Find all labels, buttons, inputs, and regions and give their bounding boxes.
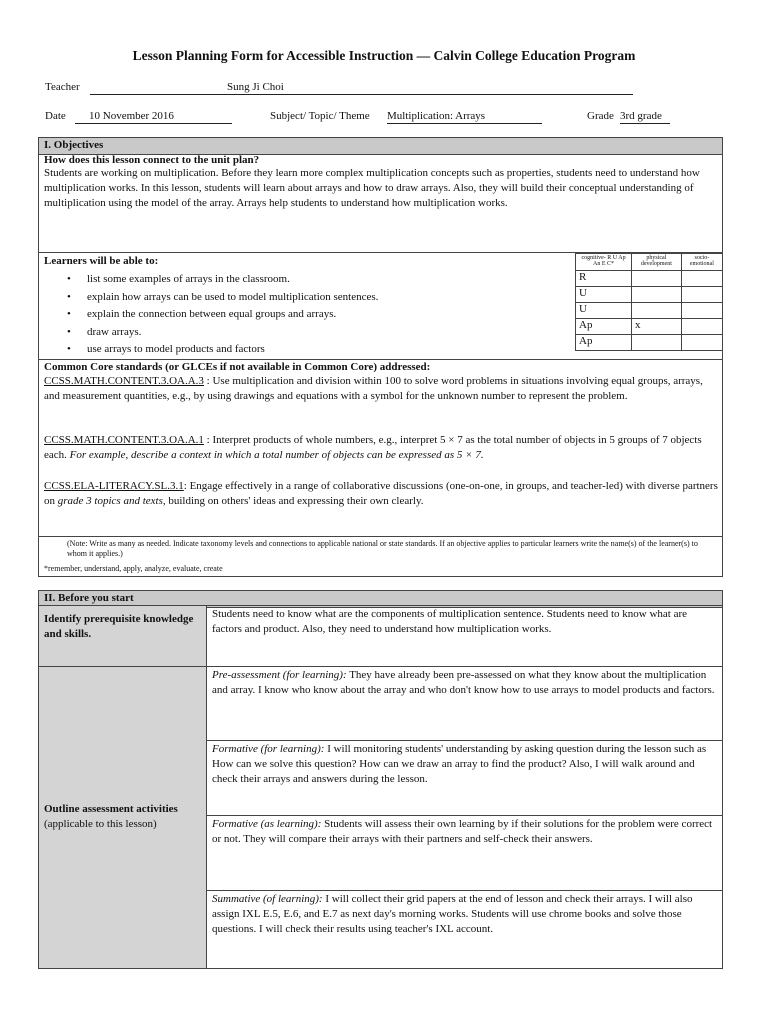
assess-sub: (applicable to this lesson) <box>44 818 157 830</box>
assessment-summative: Summative (of learning): I will collect their grid papers at the end of lesson and check their arrays. I will also assign IXL E.5, E.6, and E.7 as next day's morning works. Students will use chrome books and solve those questions. I will check their results using teacher's IXL account. <box>212 893 693 935</box>
assessment-cell[interactable] <box>206 815 723 891</box>
objectives-heading: I. Objectives <box>39 138 722 155</box>
list-item: • draw arrays. <box>67 325 142 338</box>
assess-label-cell <box>38 666 207 969</box>
footnote: *remember, understand, apply, analyze, evaluate, create <box>44 564 223 573</box>
standard-link[interactable]: CCSS.MATH.CONTENT.3.OA.A.3 <box>44 375 204 387</box>
form-title: Lesson Planning Form for Accessible Instruction — Calvin College Education Program <box>132 48 636 63</box>
table-row: U <box>576 287 723 303</box>
teacher-field[interactable] <box>90 81 633 95</box>
standards-heading: Common Core standards (or GLCEs if not available in Common Core) addressed: <box>44 361 431 373</box>
subject-value: Multiplication: Arrays <box>387 110 486 122</box>
assess-label: Outline assessment activities <box>44 803 178 815</box>
assessment-formative-for: Formative (for learning): I will monitoring students' understanding by asking question during the lesson such as How can we solve this question? How can we draw an array to find the product? Also, I will walk around and check their arrays and answers during the lesson. <box>212 743 707 785</box>
prereq-text-cell[interactable] <box>206 605 723 667</box>
assessment-pre: Pre-assessment (for learning): They have already been pre-assessed on what they know about the multiplication and array. I know who know about the array and who don't know how to use arrays to model products and factors. <box>212 669 715 696</box>
unit-plan-question: How does this lesson connect to the unit plan? <box>44 154 260 166</box>
divider <box>38 536 723 537</box>
list-item: • explain the connection between equal groups and arrays. <box>67 308 337 320</box>
standard-3: CCSS.ELA-LITERACY.SL.3.1: Engage effectively in a range of collaborative discussions (one-on-one, in groups, and teacher-led) with diverse partners on grade 3 topics and texts, building on others' ideas and expressing their own clearly. <box>44 480 718 507</box>
note-text: (Note: Write as many as needed. Indicate taxonomy levels and connections to applicable national or state standards. If an objective applies to particular learners write the name(s) of the learner(s) to whom it applies.) <box>67 539 698 558</box>
assess-label-block <box>44 802 178 832</box>
standard-link[interactable]: CCSS.ELA-LITERACY.SL.3.1 <box>44 480 184 492</box>
table-row: Ap <box>576 335 723 351</box>
learners-heading: Learners will be able to: <box>44 255 159 267</box>
grade-label: Grade <box>587 110 614 122</box>
standard-2: CCSS.MATH.CONTENT.3.OA.A.1 : Interpret products of whole numbers, e.g., interpret 5 × 7 as the total number of objects in 5 groups of 7 objects each. For example, describe a context in which a total number of objects can be expressed as 5 × 7. <box>44 434 702 461</box>
list-item: • explain how arrays can be used to model multiplication sentences. <box>67 290 379 303</box>
grade-field[interactable] <box>620 110 670 124</box>
teacher-label: Teacher <box>45 81 80 93</box>
list-item: • list some examples of arrays in the classroom. <box>67 273 290 285</box>
assessment-formative-as: Formative (as learning): Students will assess their own learning by if their solutions for the problem were correct or not. They will compare their arrays with their partners and self-check their answers. <box>212 818 713 845</box>
col-physical: physical development <box>632 254 682 271</box>
table-row: R <box>576 271 723 287</box>
objectives-list <box>42 271 572 359</box>
prereq-text: Students need to know what are the components of multiplication sentence. Students need to know what are factors and product. Also, they need to understand how multiplication works. <box>212 608 688 635</box>
standard-1: CCSS.MATH.CONTENT.3.OA.A.3 : Use multiplication and division within 100 to solve word problems in situations involving equal groups, arrays, and measurement quantities, e.g., by using drawings and equations with a symbol for the unknown number to represent the problem. <box>44 375 703 402</box>
before-heading: II. Before you start <box>39 591 722 608</box>
date-value: 10 November 2016 <box>89 110 174 122</box>
assessment-cell[interactable] <box>206 666 723 741</box>
date-label: Date <box>45 110 66 122</box>
list-item: • use arrays to model products and factors <box>67 343 265 355</box>
standard-link[interactable]: CCSS.MATH.CONTENT.3.OA.A.1 <box>44 434 204 446</box>
table-row: U <box>576 303 723 319</box>
subject-field[interactable] <box>387 110 542 124</box>
assessment-cell[interactable] <box>206 740 723 816</box>
taxonomy-table <box>575 253 723 351</box>
table-row: Ap x <box>576 319 723 335</box>
prereq-label-cell <box>38 605 207 667</box>
date-field[interactable] <box>75 110 232 124</box>
teacher-value: Sung Ji Choi <box>227 81 284 93</box>
grade-value: 3rd grade <box>620 110 662 122</box>
unit-plan-answer: Students are working on multiplication. Before they learn more complex multiplication concepts such as properties, students need to understand how multiplication works. In this lesson, students will learn about arrays and how to draw arrays. Also, they will build their conceptual understanding of multiplication using the model of the array. Arrays help students to understand how multiplication works. <box>44 167 700 209</box>
subject-label: Subject/ Topic/ Theme <box>270 110 370 122</box>
col-socio: socio- emotional <box>681 254 722 271</box>
assessment-cell[interactable] <box>206 890 723 969</box>
col-cognitive: cognitive- R U Ap An E C* <box>576 254 632 271</box>
prereq-label: Identify prerequisite knowledge and skills. <box>44 613 194 640</box>
